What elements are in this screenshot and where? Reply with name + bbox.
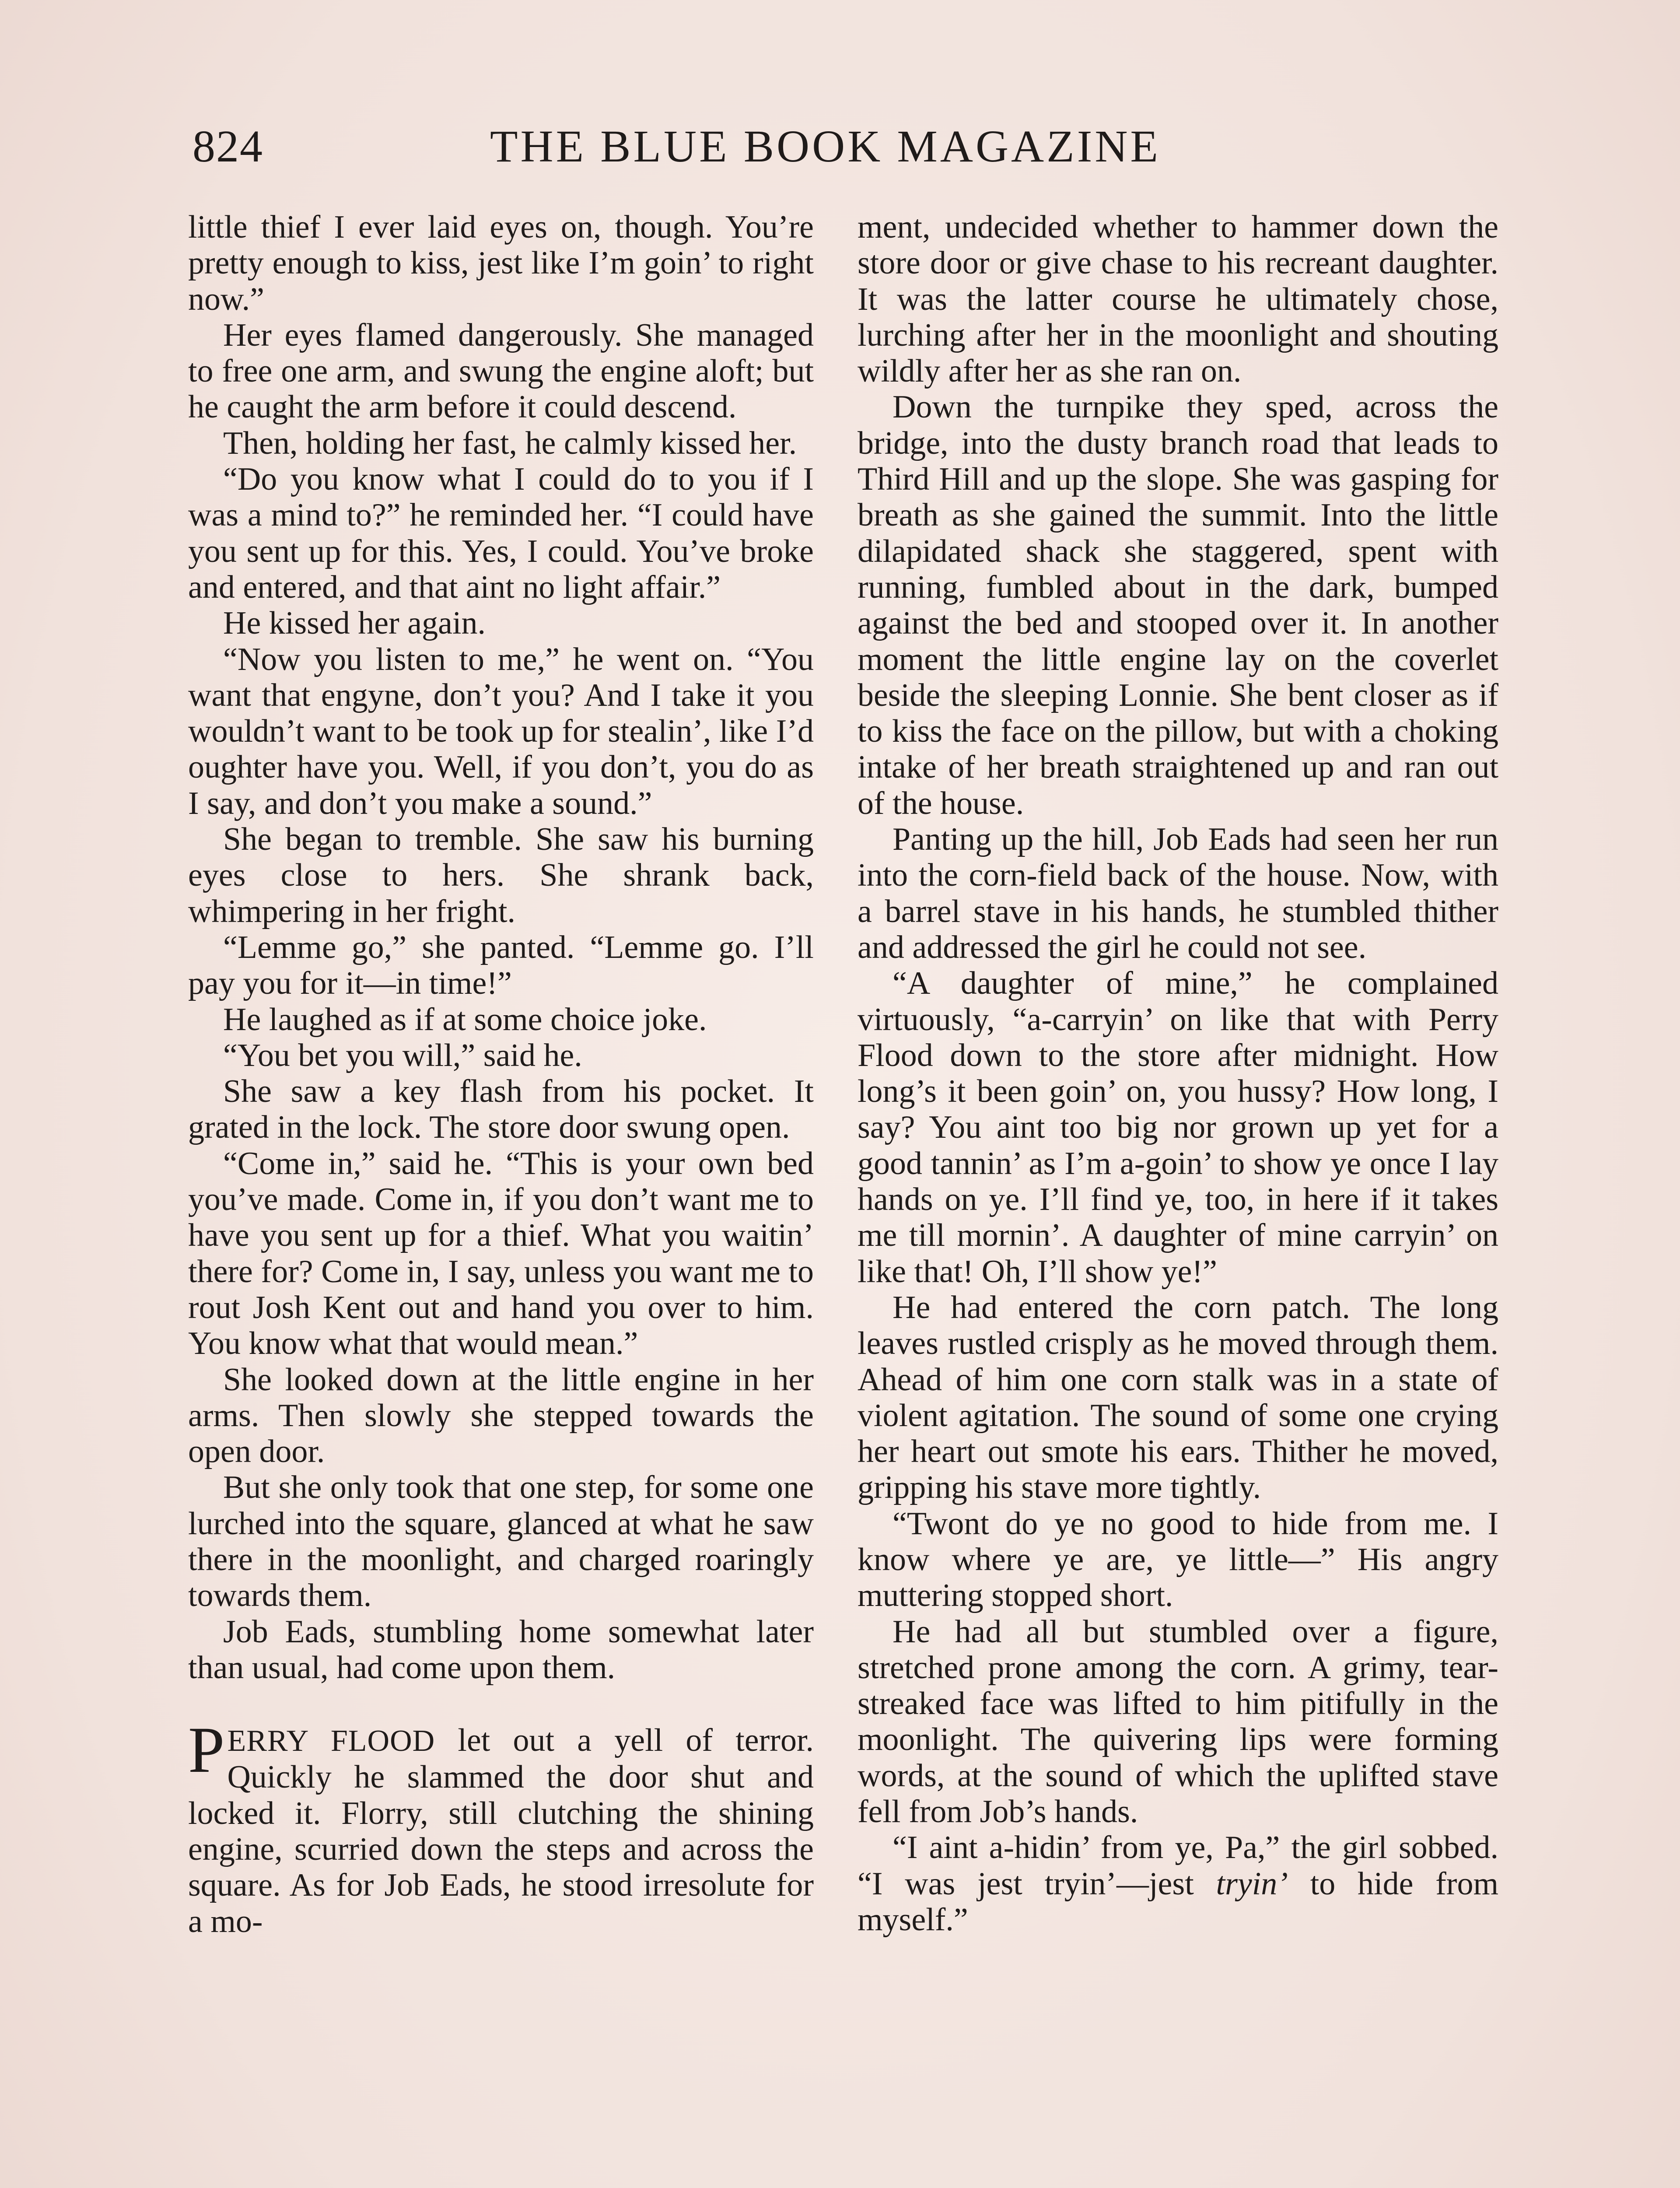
paragraph: “Do you know what I could do to you if I was a mind to?” he reminded her. “I could have you sent up for this. Yes, I could. You’ve broke and entered, and that aint no light affair.” [188, 461, 814, 605]
section-opening-paragraph [188, 1714, 814, 1939]
final-paragraph [858, 1830, 1498, 1938]
paragraph: “A daughter of mine,” he complained virtuously, “a-carryin’ on like that with Perry Flood down to the store after midnight. How long’s it been goin’ on, you hussy? How long, I say? You aint too big nor grown up yet for a good tannin’ as I’m a-goin’ to show ye once I lay hands on ye. I’ll find ye, too, in here if it takes me till mornin’. A daughter of mine carryin’ on like that! Oh, I’ll show ye!” [858, 965, 1498, 1290]
paragraph-text: “I aint a-hidin’ from ye, Pa,” the girl sobbed. “I was jest tryin’—jest [858, 1830, 1498, 1902]
paragraph: Then, holding her fast, he calmly kissed her. [223, 425, 797, 461]
paragraph: “Now you listen to me,” he went on. “You want that engyne, don’t you? And I take it you wouldn’t want to be took up for stealin’, like I’d oughter have you. Well, if you don’t, you do as I say, and don’t you make a sound.” [188, 641, 814, 821]
paragraph: “Come in,” said he. “This is your own bed you’ve made. Come in, if you don’t want me to have you sent up for a thief. What you waitin’ there for? Come in, I say, unless you want me to rout Josh Kent out and hand you over to him. You know what that would mean.” [188, 1145, 814, 1362]
paragraph: “Twont do ye no good to hide from me. I know where ye are, ye little—” His angry muttering stopped short. [858, 1505, 1498, 1614]
paragraph: “You bet you will,” said he. [223, 1037, 582, 1073]
paragraph: She began to tremble. She saw his burning eyes close to hers. She shrank back, whimpering in her fright. [188, 821, 814, 929]
paragraph: But she only took that one step, for some one lurched into the square, glanced at what he saw there in the moonlight, and charged roaringly towards them. [188, 1469, 814, 1614]
paragraph: He had all but stumbled over a figure, stretched prone among the corn. A grimy, tear-streaked face was lifted to him pitifully in the moonlight. The quivering lips were forming words, at the sound of which the uplifted stave fell from Job’s hands. [858, 1613, 1498, 1830]
paragraph: ment, undecided whether to hammer down the store door or give chase to his recreant daughter. It was the latter course he ultimately chose, lurching after her in the moonlight and shouting wildly after her as she ran on. [858, 209, 1498, 389]
paragraph: He kissed her again. [223, 605, 486, 642]
small-caps-lead: ERRY FLOOD [227, 1724, 435, 1758]
drop-cap: P [188, 1714, 225, 1787]
section-break [188, 1686, 814, 1722]
paragraph: little thief I ever laid eyes on, though. You’re pretty enough to kiss, jest like I’m goin’ to right now.” [188, 209, 814, 317]
paragraph: Down the turnpike they sped, across the bridge, into the dusty branch road that leads to Third Hill and up the slope. She was gasping for breath as she gained the summit. Into the little dilapidated shack she staggered, spent with running, fumbled about in the dark, bumped against the bed and stooped over it. In another moment the little engine lay on the coverlet beside the sleeping Lonnie. She bent closer as if to kiss the face on the pillow, but with a choking intake of her breath straightened up and ran out of the house. [858, 389, 1498, 821]
paragraph: She looked down at the little engine in her arms. Then slowly she stepped towards the open door. [188, 1361, 814, 1470]
paragraph-text: let out a yell of terror. Quickly he slammed the door shut and locked it. Florry, still clutching the shining engine, scurried down the steps and across the square. As for Job Eads, he stood irresolute for a mo- [188, 1722, 814, 1939]
left-column [188, 209, 814, 1939]
paragraph: He had entered the corn patch. The long leaves rustled crisply as he moved through them. Ahead of him one corn stalk was in a state of violent agitation. The sound of some one crying her heart out smote his ears. Thither he moved, gripping his stave more tightly. [858, 1289, 1498, 1506]
paragraph: Job Eads, stumbling home somewhat later than usual, had come upon them. [188, 1613, 814, 1686]
paragraph-text: to hide from myself.” [858, 1865, 1499, 1938]
right-column [858, 209, 1498, 1938]
page-header [192, 118, 1505, 175]
paragraph: “Lemme go,” she panted. “Lemme go. I’ll pay you for it—in time!” [188, 929, 814, 1002]
paragraph: Panting up the hill, Job Eads had seen her run into the corn-field back of the house. Now, with a barrel stave in his hands, he stumbled thither and addressed the girl he could not see. [858, 821, 1498, 965]
italic-word: tryin’ [1216, 1865, 1288, 1902]
paragraph: He laughed as if at some choice joke. [223, 1001, 707, 1038]
magazine-title: THE BLUE BOOK MAGAZINE [490, 121, 1161, 172]
page-number: 824 [192, 121, 263, 172]
paragraph: Her eyes flamed dangerously. She managed to free one arm, and swung the engine aloft; but he caught the arm before it could descend. [188, 317, 814, 425]
paragraph: She saw a key flash from his pocket. It grated in the lock. The store door swung open. [188, 1073, 814, 1146]
